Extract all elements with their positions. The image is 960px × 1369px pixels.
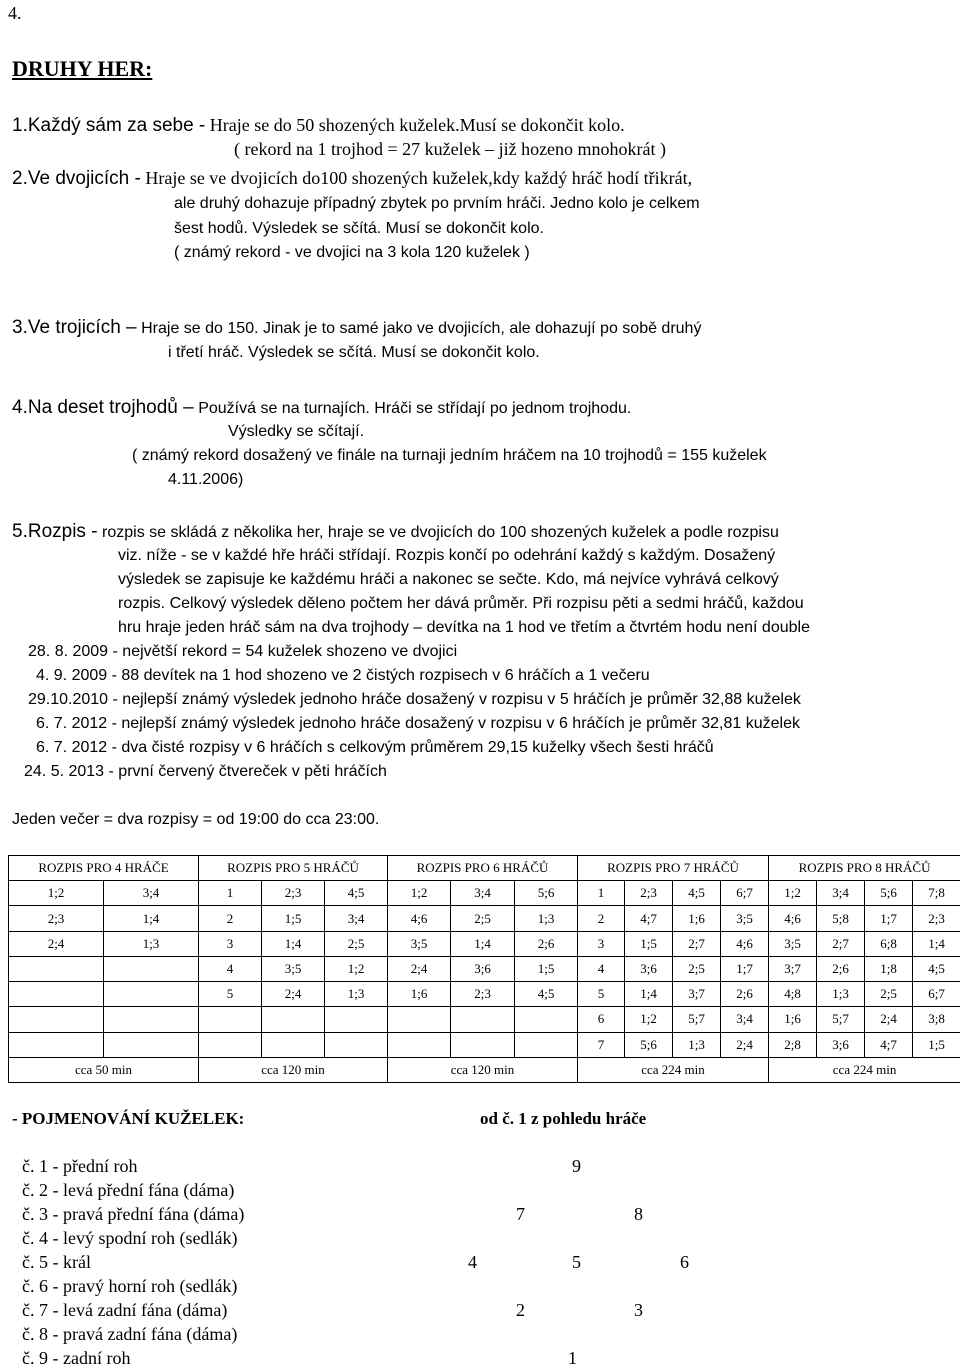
table-cell <box>262 1007 325 1032</box>
table-cell: 6;7 <box>913 982 960 1007</box>
section-4-text-3: ( známý rekord dosažený ve finále na turnaji jedním hráčem na 10 trojhodů = 155 kuželek <box>132 446 767 466</box>
pin-diagram-2: 2 <box>516 1299 525 1321</box>
table-header-5: ROZPIS PRO 5 HRÁČŮ <box>199 856 388 881</box>
table-cell <box>325 1007 388 1032</box>
table-cell: 1;6 <box>673 906 721 931</box>
pin-diagram-4: 4 <box>468 1251 477 1273</box>
table-cell: 2;6 <box>515 931 578 956</box>
table-cell: 3 <box>578 931 625 956</box>
table-row <box>9 906 960 931</box>
table-header-row <box>9 856 960 881</box>
table-cell: 3;5 <box>769 931 817 956</box>
section-4-text-1: Používá se na turnajích. Hráči se střídají po jednom trojhodu. <box>198 400 631 417</box>
duration-5: cca 120 min <box>199 1057 388 1082</box>
table-cell <box>451 1007 515 1032</box>
table-cell: 1;2 <box>9 881 104 906</box>
table-header-4: ROZPIS PRO 4 HRÁČE <box>9 856 199 881</box>
section-1-text-2: ( rekord na 1 trojhod = 27 kuželek – již hozeno mnohokrát ) <box>234 138 666 160</box>
table-cell: 4;6 <box>721 931 769 956</box>
table-cell: 1;3 <box>673 1032 721 1057</box>
table-cell: 4;5 <box>913 956 960 981</box>
table-row <box>9 1032 960 1057</box>
table-cell: 1;7 <box>865 906 913 931</box>
table-cell: 2;4 <box>9 931 104 956</box>
table-cell: 2 <box>578 906 625 931</box>
table-cell: 3;5 <box>721 906 769 931</box>
rozpis-table <box>8 855 960 1083</box>
duration-7: cca 224 min <box>578 1057 769 1082</box>
section-2-line-1 <box>12 167 692 190</box>
pin-item-9: č. 9 - zadní roh <box>22 1347 130 1369</box>
pins-subtitle: od č. 1 z pohledu hráče <box>480 1108 646 1130</box>
section-1-line-1 <box>12 114 625 137</box>
section-3-text-2: i třetí hráč. Výsledek se sčítá. Musí se dokončit kolo. <box>168 343 540 363</box>
section-4-lead: 4.Na deset trojhodů – <box>12 397 194 418</box>
pin-item-5: č. 5 - král <box>22 1251 91 1273</box>
section-2-text-1: Hraje se ve dvojicích do100 shozených kuželek,kdy každý hráč hodí třikrát, <box>145 168 692 188</box>
table-cell: 4;5 <box>515 982 578 1007</box>
table-cell <box>388 1007 451 1032</box>
table-cell <box>104 956 199 981</box>
table-cell: 1;4 <box>625 982 673 1007</box>
table-cell: 1;5 <box>262 906 325 931</box>
table-cell: 2;3 <box>451 982 515 1007</box>
table-header-6: ROZPIS PRO 6 HRÁČŮ <box>388 856 578 881</box>
duration-8: cca 224 min <box>769 1057 960 1082</box>
table-cell: 4;6 <box>769 906 817 931</box>
table-cell: 7;8 <box>913 881 960 906</box>
pin-diagram-3: 3 <box>634 1299 643 1321</box>
table-cell: 1;4 <box>104 906 199 931</box>
table-cell: 1;7 <box>721 956 769 981</box>
table-cell: 3;4 <box>104 881 199 906</box>
table-cell: 7 <box>578 1032 625 1057</box>
table-cell: 1;4 <box>913 931 960 956</box>
section-5-line-1 <box>12 520 779 544</box>
table-cell: 1;3 <box>817 982 865 1007</box>
table-cell: 2;5 <box>865 982 913 1007</box>
pin-item-4: č. 4 - levý spodní roh (sedlák) <box>22 1227 237 1249</box>
table-cell: 1;6 <box>769 1007 817 1032</box>
table-cell: 1;4 <box>451 931 515 956</box>
table-cell: 2;5 <box>673 956 721 981</box>
table-cell: 1 <box>199 881 262 906</box>
table-cell: 2;6 <box>721 982 769 1007</box>
section-3-line-1 <box>12 316 701 340</box>
table-cell <box>388 1032 451 1057</box>
table-cell: 4 <box>199 956 262 981</box>
table-cell: 3;6 <box>817 1032 865 1057</box>
duration-4: cca 50 min <box>9 1057 199 1082</box>
pin-item-7: č. 7 - levá zadní fána (dáma) <box>22 1299 227 1321</box>
section-2-text-4: ( známý rekord - ve dvojici na 3 kola 120 kuželek ) <box>174 242 530 264</box>
table-cell: 5;7 <box>673 1007 721 1032</box>
table-cell: 3;4 <box>325 906 388 931</box>
section-2-lead: 2.Ve dvojicích - <box>12 168 141 189</box>
table-cell <box>199 1007 262 1032</box>
table-cell: 2;4 <box>262 982 325 1007</box>
table-cell: 2;7 <box>673 931 721 956</box>
pin-diagram-5: 5 <box>572 1251 581 1273</box>
table-row <box>9 931 960 956</box>
section-1-lead: 1.Každý sám za sebe - <box>12 115 205 136</box>
pin-item-6: č. 6 - pravý horní roh (sedlák) <box>22 1275 237 1297</box>
section-5-text-3: výsledek se zapisuje ke každému hráči a nakonec se sečte. Kdo, má nejvíce vyhrává celkový <box>118 570 779 590</box>
table-cell: 4;7 <box>865 1032 913 1057</box>
pin-diagram-1: 1 <box>568 1347 577 1369</box>
table-cell: 4;5 <box>673 881 721 906</box>
table-cell <box>104 1007 199 1032</box>
section-1-text-1: Hraje se do 50 shozených kuželek.Musí se dokončit kolo. <box>210 115 625 135</box>
record-1: 28. 8. 2009 - největší rekord = 54 kuželek shozeno ve dvojici <box>28 642 457 662</box>
pin-item-1: č. 1 - přední roh <box>22 1155 137 1177</box>
pin-item-8: č. 8 - pravá zadní fána (dáma) <box>22 1323 237 1345</box>
table-cell: 5 <box>199 982 262 1007</box>
section-2-text-2: ale druhý dohazuje případný zbytek po prvním hráči. Jedno kolo je celkem <box>174 193 700 215</box>
table-cell <box>9 1032 104 1057</box>
table-cell: 2;4 <box>865 1007 913 1032</box>
table-cell: 2 <box>199 906 262 931</box>
table-cell <box>515 1032 578 1057</box>
table-cell: 1;2 <box>325 956 388 981</box>
table-cell: 2;4 <box>721 1032 769 1057</box>
table-cell <box>325 1032 388 1057</box>
table-cell: 3;4 <box>721 1007 769 1032</box>
table-cell <box>104 1032 199 1057</box>
table-cell: 5;6 <box>865 881 913 906</box>
record-5: 6. 7. 2012 - dva čisté rozpisy v 6 hráčích s celkovým průměrem 29,15 kuželky všech šesti hráčů <box>36 738 714 758</box>
table-cell <box>199 1032 262 1057</box>
pin-diagram-8: 8 <box>634 1203 643 1225</box>
table-cell: 1;2 <box>625 1007 673 1032</box>
table-header-7: ROZPIS PRO 7 HRÁČŮ <box>578 856 769 881</box>
table-cell: 2;3 <box>262 881 325 906</box>
pin-item-2: č. 2 - levá přední fána (dáma) <box>22 1179 234 1201</box>
table-cell: 2;6 <box>817 956 865 981</box>
table-cell: 5;6 <box>515 881 578 906</box>
table-cell: 6 <box>578 1007 625 1032</box>
table-cell <box>515 1007 578 1032</box>
page-number: 4. <box>8 2 22 24</box>
duration-6: cca 120 min <box>388 1057 578 1082</box>
table-cell: 2;5 <box>325 931 388 956</box>
page-title: DRUHY HER: <box>12 56 152 82</box>
section-4-line-1 <box>12 396 631 420</box>
table-cell <box>9 982 104 1007</box>
table-cell: 1;6 <box>388 982 451 1007</box>
table-cell: 2;3 <box>9 906 104 931</box>
section-4-text-2: Výsledky se sčítají. <box>228 422 364 442</box>
table-cell: 1;4 <box>262 931 325 956</box>
section-5-text-5: hru hraje jeden hráč sám na dva trojhody – devítka na 1 hod ve třetím a čtvrtém hodu není double <box>118 618 810 638</box>
table-cell: 2;4 <box>388 956 451 981</box>
section-5-lead: 5.Rozpis - <box>12 521 98 542</box>
pin-diagram-6: 6 <box>680 1251 689 1273</box>
table-cell: 1;8 <box>865 956 913 981</box>
table-cell: 1;2 <box>388 881 451 906</box>
table-cell: 4 <box>578 956 625 981</box>
table-cell: 2;3 <box>913 906 960 931</box>
table-row <box>9 881 960 906</box>
table-cell: 3;7 <box>673 982 721 1007</box>
table-cell: 1;3 <box>515 906 578 931</box>
table-cell: 6;8 <box>865 931 913 956</box>
record-2: 4. 9. 2009 - 88 devítek na 1 hod shozeno ve 2 čistých rozpisech v 6 hráčích a 1 večeru <box>36 666 650 686</box>
evening-note: Jeden večer = dva rozpisy = od 19:00 do cca 23:00. <box>12 810 379 830</box>
record-6: 24. 5. 2013 - první červený čtvereček v pěti hráčích <box>24 762 387 782</box>
table-cell: 2;8 <box>769 1032 817 1057</box>
pin-item-3: č. 3 - pravá přední fána (dáma) <box>22 1203 244 1225</box>
table-cell: 4;8 <box>769 982 817 1007</box>
table-cell: 3;4 <box>817 881 865 906</box>
table-cell: 3;4 <box>451 881 515 906</box>
table-cell: 2;5 <box>451 906 515 931</box>
record-4: 6. 7. 2012 - nejlepší známý výsledek jednoho hráče dosažený v rozpisu v 6 hráčích je průměr 32,81 kuželek <box>36 714 800 734</box>
section-5-text-2: viz. níže - se v každé hře hráči střídají. Rozpis končí po odehrání každý s každým. Dosažený <box>118 546 775 566</box>
table-cell: 1 <box>578 881 625 906</box>
table-cell <box>9 956 104 981</box>
pin-diagram-7: 7 <box>516 1203 525 1225</box>
table-cell: 2;7 <box>817 931 865 956</box>
table-cell: 1;3 <box>104 931 199 956</box>
pin-diagram-9: 9 <box>572 1155 581 1177</box>
table-cell <box>104 982 199 1007</box>
table-row <box>9 982 960 1007</box>
section-5-text-4: rozpis. Celkový výsledek děleno počtem her dává průměr. Při rozpisu pěti a sedmi hráčů, každou <box>118 594 804 614</box>
table-cell: 3;6 <box>451 956 515 981</box>
table-cell <box>451 1032 515 1057</box>
section-5-text-1: rozpis se skládá z několika her, hraje se ve dvojicích do 100 shozených kuželek a podle rozpisu <box>102 524 779 541</box>
table-cell <box>9 1007 104 1032</box>
section-3-text-1: Hraje se do 150. Jinak je to samé jako ve dvojicích, ale dohazují po sobě druhý <box>141 320 701 337</box>
table-cell: 1;5 <box>913 1032 960 1057</box>
table-cell <box>262 1032 325 1057</box>
table-cell: 4;5 <box>325 881 388 906</box>
table-cell: 5 <box>578 982 625 1007</box>
table-header-8: ROZPIS PRO 8 HRÁČŮ <box>769 856 960 881</box>
table-row <box>9 1007 960 1032</box>
table-cell: 1;5 <box>515 956 578 981</box>
table-cell: 3;5 <box>262 956 325 981</box>
record-3: 29.10.2010 - nejlepší známý výsledek jednoho hráče dosažený v rozpisu v 5 hráčích je průměr 32,88 kuželek <box>28 690 801 710</box>
section-3-lead: 3.Ve trojicích – <box>12 317 137 338</box>
pins-title: - POJMENOVÁNÍ KUŽELEK: <box>12 1108 244 1130</box>
table-cell: 5;6 <box>625 1032 673 1057</box>
table-cell: 3;7 <box>769 956 817 981</box>
table-cell: 4;7 <box>625 906 673 931</box>
table-cell: 1;3 <box>325 982 388 1007</box>
table-cell: 3;5 <box>388 931 451 956</box>
table-cell: 1;2 <box>769 881 817 906</box>
table-cell: 4;6 <box>388 906 451 931</box>
table-cell: 5;8 <box>817 906 865 931</box>
section-4-text-4: 4.11.2006) <box>168 470 243 490</box>
table-cell: 6;7 <box>721 881 769 906</box>
table-duration-row <box>9 1057 960 1082</box>
table-cell: 3;6 <box>625 956 673 981</box>
table-row <box>9 956 960 981</box>
section-2-text-3: šest hodů. Výsledek se sčítá. Musí se dokončit kolo. <box>174 218 544 240</box>
table-cell: 5;7 <box>817 1007 865 1032</box>
table-cell: 1;5 <box>625 931 673 956</box>
table-cell: 3;8 <box>913 1007 960 1032</box>
table-cell: 3 <box>199 931 262 956</box>
table-cell: 2;3 <box>625 881 673 906</box>
